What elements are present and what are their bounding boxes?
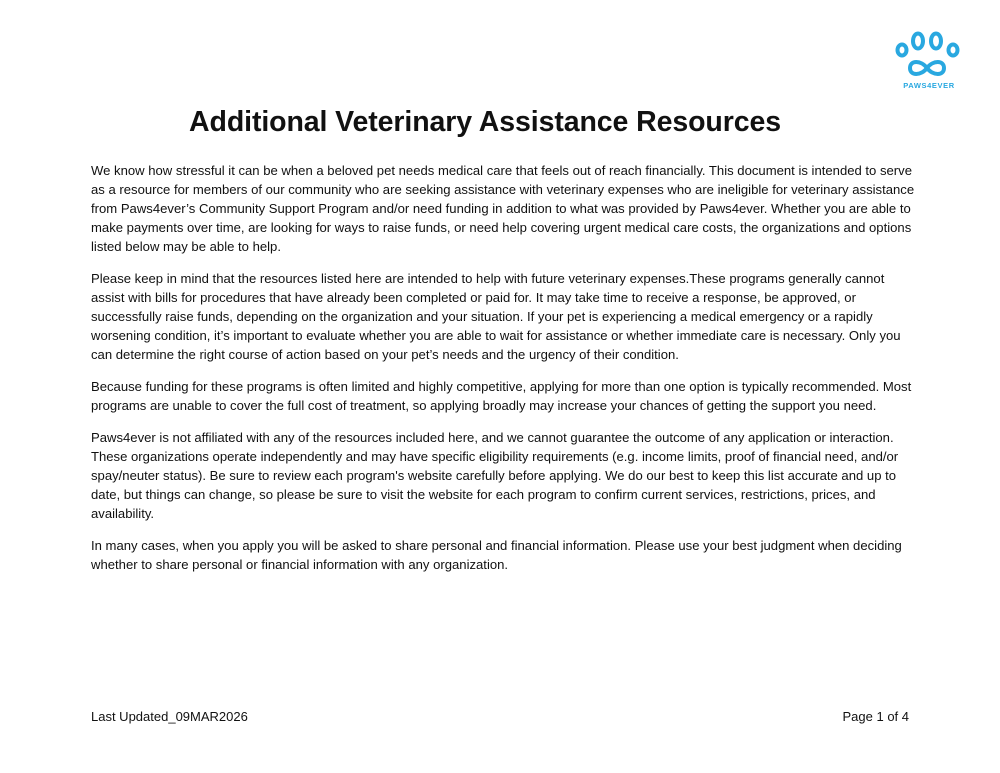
- paragraph-intro: We know how stressful it can be when a beloved pet needs medical care that feels out of reach financially. This document is intended to serve as a resource for members of our community who are seeking assistance with veterinary expenses who are ineligible for veterinary assistance from Paws4ever’s Community Support Program and/or need funding in addition to what was provided by Paws4ever. Whether you are able to make payments over time, are looking for ways to raise funds, or need help covering urgent medical care costs, the organizations and options listed below may be able to help.: [91, 163, 915, 255]
- paragraph-funding: Because funding for these programs is often limited and highly competitive, applying for more than one option is typically recommended. Most programs are unable to cover the full cost of treatment, so applying broadly may increase your chances of getting the support you need.: [91, 378, 912, 414]
- last-updated: Last Updated_09MAR2026: [91, 709, 248, 724]
- paragraph-privacy: In many cases, when you apply you will be asked to share personal and financial information. Please use your best judgment when deciding whether to share personal or financial information with any organization.: [91, 537, 902, 572]
- paragraph-disclaimer: Paws4ever is not affiliated with any of the resources included here, and we cannot guarantee the outcome of any application or interaction. These organizations operate independently and may have specific eligibility requirements (e.g. income limits, proof of financial need, and/or spay/neuter status). Be sure to review each program's website carefully before applying. We do our best to keep this list accurate and up to date, but things can change, so please be sure to visit the website for each program to confirm current services, restrictions, prices, and availability.: [91, 429, 899, 521]
- paw-infinity-icon: [892, 30, 966, 80]
- document-body: [91, 161, 916, 586]
- page-title: Additional Veterinary Assistance Resources: [189, 106, 781, 138]
- paragraph-future-expenses: Please keep in mind that the resources listed here are intended to help with future veterinary expenses.These programs generally cannot assist with bills for procedures that have already been completed or paid for. It may take time to receive a response, be approved, or successfully raise funds, depending on the organization and your situation. If your pet is experiencing a medical emergency or a rapidly worsening condition, it’s important to evaluate whether you are able to wait for assistance or whether immediate care is necessary. Only you can determine the right course of action based on your pet’s needs and the urgency of their condition.: [91, 270, 901, 363]
- page-indicator: Page 1 of 4: [842, 709, 909, 724]
- logo-wordmark: PAWS4EVER: [903, 81, 955, 90]
- paws4ever-logo: [892, 30, 966, 92]
